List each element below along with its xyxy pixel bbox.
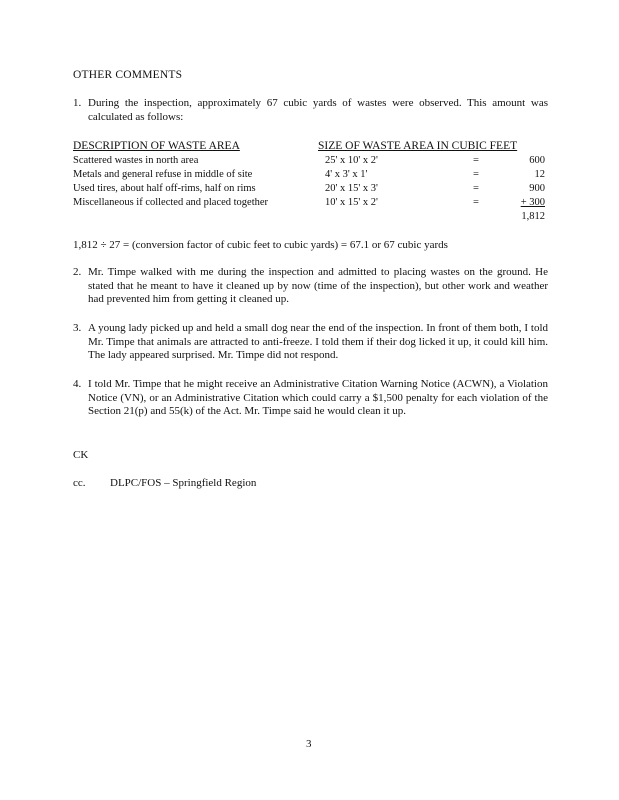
- row-description: Metals and general refuse in middle of site: [73, 169, 253, 180]
- comment-item-1: [73, 97, 549, 127]
- table-header-size: SIZE OF WASTE AREA IN CUBIC FEET: [318, 140, 518, 152]
- row-value: 600: [529, 155, 545, 166]
- item-number: 4.: [73, 378, 82, 390]
- row-equals: =: [473, 155, 479, 166]
- row-description: Miscellaneous if collected and placed together: [73, 197, 269, 208]
- comment-item-2: [73, 266, 549, 310]
- page-number: 3: [306, 738, 312, 750]
- table-header-description: DESCRIPTION OF WASTE AREA: [73, 140, 240, 152]
- item-text: Mr. Timpe walked with me during the inspection and admitted to placing wastes on the ground. He stated that he meant to have it cleaned up by now (time of the inspection), but other work and weather had prevented him from getting it cleaned up.: [88, 266, 548, 305]
- table-row: [73, 169, 553, 182]
- table-total: 1,812: [521, 211, 545, 222]
- conversion-line: 1,812 ÷ 27 = (conversion factor of cubic feet to cubic yards) = 67.1 or 67 cubic yards: [73, 239, 448, 251]
- table-row: [73, 155, 553, 168]
- row-equals: =: [473, 169, 479, 180]
- comment-item-4: [73, 378, 549, 436]
- comment-item-3: [73, 322, 549, 366]
- table-total-row: [73, 211, 553, 224]
- row-description: Scattered wastes in north area: [73, 155, 199, 166]
- row-equals: =: [473, 197, 479, 208]
- row-dimensions: 10' x 15' x 2': [325, 197, 378, 208]
- row-dimensions: 25' x 10' x 2': [325, 155, 378, 166]
- item-number: 3.: [73, 322, 82, 334]
- item-text: During the inspection, approximately 67 cubic yards of wastes were observed. This amount was calculated as follows:: [88, 97, 548, 123]
- item-number: 1.: [73, 97, 82, 109]
- cc-label: cc.: [73, 477, 86, 489]
- table-row: [73, 197, 553, 210]
- row-value: + 300: [520, 197, 545, 208]
- item-text: A young lady picked up and held a small dog near the end of the inspection. In front of them both, I told Mr. Timpe that animals are attracted to anti-freeze. I told them if their dog licked it up, it could kill him. The lady appeared surprised. Mr. Timpe did not respond.: [88, 322, 548, 361]
- row-value: 900: [529, 183, 545, 194]
- section-title: OTHER COMMENTS: [73, 69, 183, 81]
- table-row: [73, 183, 553, 196]
- item-number: 2.: [73, 266, 82, 278]
- row-description: Used tires, about half off-rims, half on rims: [73, 183, 256, 194]
- row-value: 12: [534, 169, 545, 180]
- row-equals: =: [473, 183, 479, 194]
- row-dimensions: 4' x 3' x 1': [325, 169, 368, 180]
- cc-recipient: DLPC/FOS – Springfield Region: [110, 477, 257, 489]
- item-text: I told Mr. Timpe that he might receive an Administrative Citation Warning Notice (ACWN), a Violation Notice (VN), or an Administrative Citation which could carry a $1,500 penalty for each violation of the Section 21(p) and 55(k) of the Act. Mr. Timpe said he would clean it up.: [88, 378, 548, 417]
- row-dimensions: 20' x 15' x 3': [325, 183, 378, 194]
- author-initials: CK: [73, 449, 89, 461]
